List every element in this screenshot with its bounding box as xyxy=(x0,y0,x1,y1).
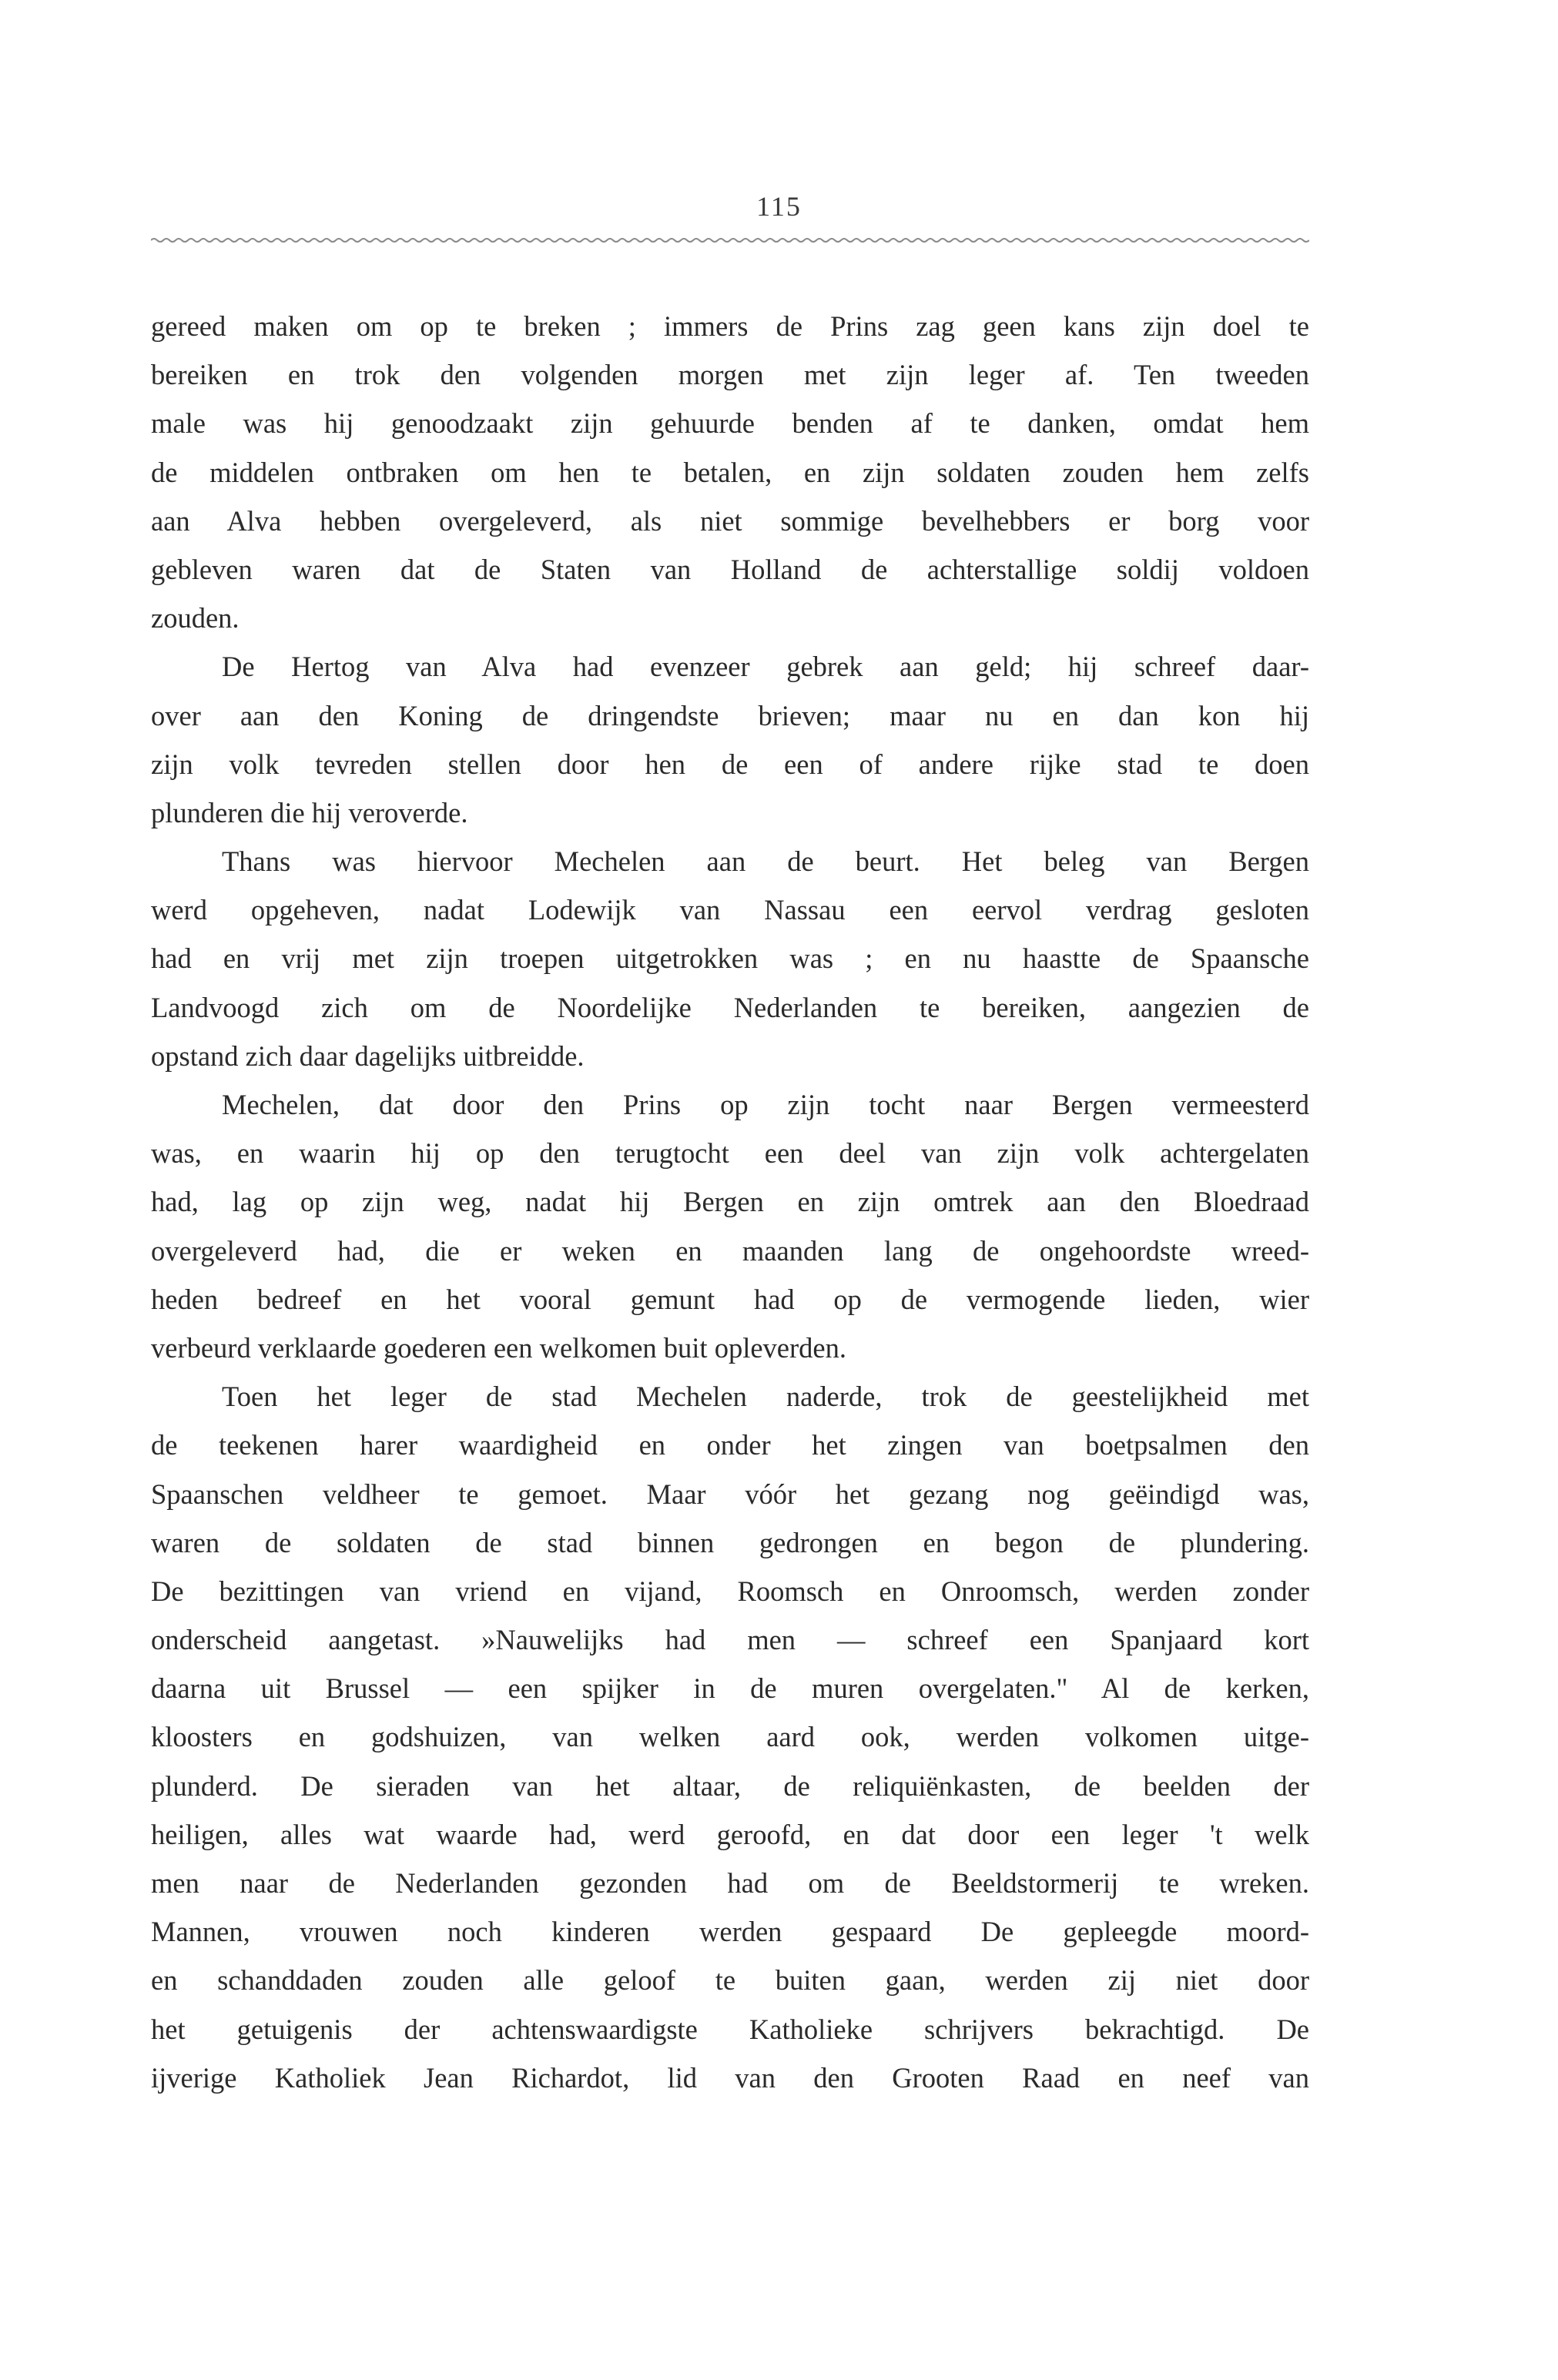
text-line: Mannen, vrouwen noch kinderen werden gespaard De gepleegde moord- xyxy=(151,1916,1309,1948)
text-line: opstand zich daar dagelijks uitbreidde. xyxy=(151,1039,585,1072)
text-line: kloosters en godshuizen, van welken aard ook, werden volkomen uitge- xyxy=(151,1721,1309,1753)
paragraph-first-line: Mechelen, dat door den Prins op zijn tocht naar Bergen vermeesterd xyxy=(222,1089,1309,1120)
text-line: de middelen ontbraken om hen te betalen, en zijn soldaten zouden hem zelfs xyxy=(151,456,1309,488)
text-line: overgeleverd had, die er weken en maanden lang de ongehoordste wreed- xyxy=(151,1234,1309,1267)
decorative-wavy-rule xyxy=(151,236,1309,245)
paragraph-first-line: Toen het leger de stad Mechelen naderde, trok de geestelijkheid met xyxy=(222,1381,1309,1413)
text-line: zijn volk tevreden stellen door hen de een of andere rijke stad te doen xyxy=(151,748,1309,780)
text-line: was, en waarin hij op den terugtocht een deel van zijn volk achtergelaten xyxy=(151,1137,1309,1170)
text-line: onderscheid aangetast. »Nauwelijks had men — schreef een Spanjaard kort xyxy=(151,1624,1309,1656)
body-text xyxy=(151,302,1309,2102)
text-line: male was hij genoodzaakt zijn gehuurde benden af te danken, omdat hem xyxy=(151,407,1309,440)
text-line: de teekenen harer waardigheid en onder het zingen van boetpsalmen den xyxy=(151,1429,1309,1461)
text-line: ijverige Katholiek Jean Richardot, lid van den Grooten Raad en neef van xyxy=(151,2061,1309,2094)
text-line: had, lag op zijn weg, nadat hij Bergen en zijn omtrek aan den Bloedraad xyxy=(151,1186,1309,1218)
text-line: men naar de Nederlanden gezonden had om de Beeldstormerij te wreken. xyxy=(151,1867,1309,1899)
text-line: De bezittingen van vriend en vijand, Roomsch en Onroomsch, werden zonder xyxy=(151,1575,1309,1607)
text-line: bereiken en trok den volgenden morgen met zijn leger af. Ten tweeden xyxy=(151,359,1309,391)
text-line: heden bedreef en het vooral gemunt had op de vermogende lieden, wier xyxy=(151,1283,1309,1315)
text-line: aan Alva hebben overgeleverd, als niet sommige bevelhebbers er borg voor xyxy=(151,504,1309,537)
text-line: zouden. xyxy=(151,602,240,634)
text-line: Spaanschen veldheer te gemoet. Maar vóór het gezang nog geëindigd was, xyxy=(151,1478,1309,1510)
text-line: plunderd. De sieraden van het altaar, de reliquiënkasten, de beelden der xyxy=(151,1769,1309,1802)
page-number: 115 xyxy=(756,191,802,222)
text-line: Landvoogd zich om de Noordelijke Nederlanden te bereiken, aangezien de xyxy=(151,991,1309,1023)
text-line: heiligen, alles wat waarde had, werd geroofd, en dat door een leger 't welk xyxy=(151,1818,1309,1850)
text-line: plunderen die hij veroverde. xyxy=(151,796,468,828)
text-line: en schanddaden zouden alle geloof te buiten gaan, werden zij niet door xyxy=(151,1964,1309,1997)
text-line: over aan den Koning de dringendste brieven; maar nu en dan kon hij xyxy=(151,699,1309,731)
text-line: werd opgeheven, nadat Lodewijk van Nassau een eervol verdrag gesloten xyxy=(151,894,1309,926)
text-line: daarna uit Brussel — een spijker in de muren overgelaten." Al de kerken, xyxy=(151,1672,1309,1705)
text-line: gebleven waren dat de Staten van Holland de achterstallige soldij voldoen xyxy=(151,553,1309,585)
text-line: waren de soldaten de stad binnen gedrongen en begon de plundering. xyxy=(151,1526,1309,1558)
text-line: had en vrij met zijn troepen uitgetrokken was ; en nu haastte de Spaansche xyxy=(151,942,1309,975)
paragraph-first-line: De Hertog van Alva had evenzeer gebrek aan geld; hij schreef daar- xyxy=(222,651,1309,683)
text-line: gereed maken om op te breken ; immers de Prins zag geen kans zijn doel te xyxy=(151,310,1309,342)
paragraph-first-line: Thans was hiervoor Mechelen aan de beurt. Het beleg van Bergen xyxy=(222,845,1309,878)
text-line: het getuigenis der achtenswaardigste Katholieke schrijvers bekrachtigd. De xyxy=(151,2013,1309,2045)
text-line: verbeurd verklaarde goederen een welkomen buit opleverden. xyxy=(151,1331,846,1364)
